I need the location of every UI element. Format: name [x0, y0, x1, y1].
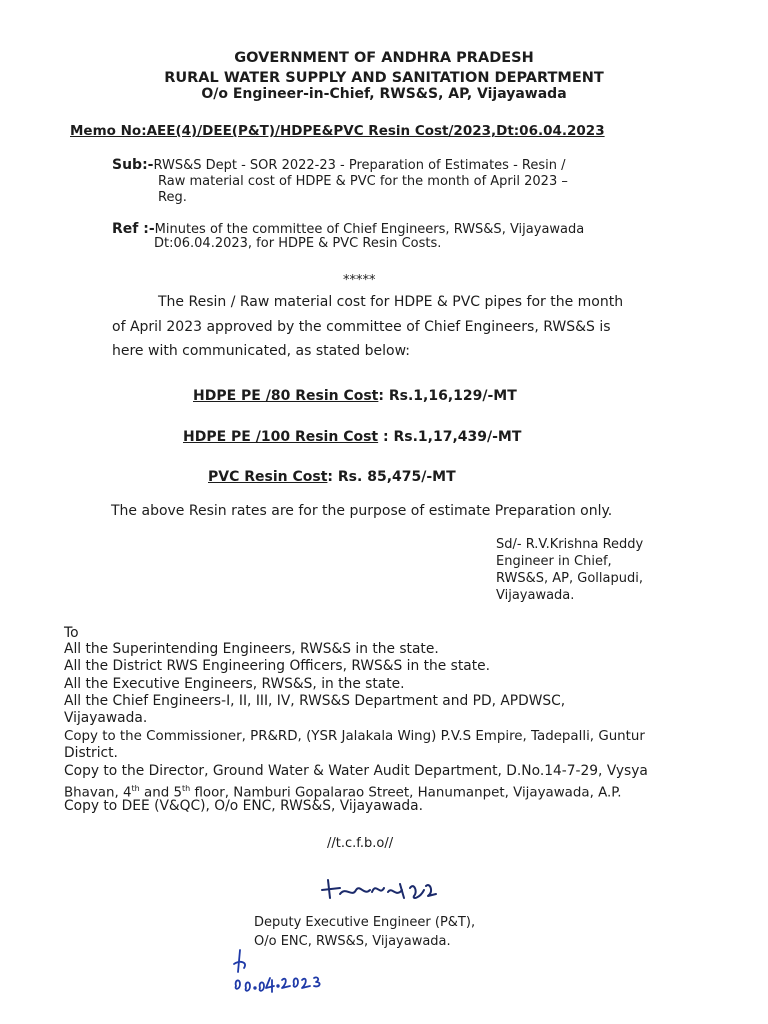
- rate-separator: :: [378, 388, 384, 404]
- separator-stars: *****: [343, 273, 376, 288]
- rate-hdpe-pe80: [193, 388, 517, 404]
- header-office: O/o Engineer-in-Chief, RWS&S, AP, Vijayawada: [201, 86, 567, 102]
- rate-separator: :: [378, 429, 389, 445]
- bhavan-sup-1: th: [131, 784, 140, 793]
- rate-hdpe-pe100: [183, 429, 521, 445]
- subject-label: Sub:-: [112, 157, 154, 173]
- distribution-line: All the Superintending Engineers, RWS&S in the state.: [64, 641, 439, 657]
- subject-line-1: RWS&S Dept - SOR 2022-23 - Preparation of Estimates - Resin /: [153, 158, 566, 173]
- subject-line-2: Raw material cost of HDPE & PVC for the month of April 2023 –: [158, 174, 568, 189]
- rate-value: Rs.1,17,439/-MT: [388, 429, 522, 445]
- signatory-office: RWS&S, AP, Gollapudi,: [496, 571, 643, 586]
- signatory-designation: Engineer in Chief,: [496, 554, 612, 569]
- subject-line-3: Reg.: [158, 190, 187, 205]
- rate-value: Rs.1,16,129/-MT: [383, 388, 517, 404]
- bhavan-text-c: floor, Namburi Gopalarao Street, Hanumanpet, Vijayawada, A.P.: [190, 785, 622, 801]
- body-line-3: here with communicated, as stated below:: [112, 343, 410, 359]
- distribution-line: Copy to the Commissioner, PR&RD, (YSR Jalakala Wing) P.V.S Empire, Tadepalli, Guntur: [64, 729, 645, 744]
- distribution-line: Copy to the Director, Ground Water & Water Audit Department, D.No.14-7-29, Vysya: [64, 763, 648, 779]
- bhavan-text-b: and 5: [139, 785, 182, 801]
- bhavan-text-a: Bhavan, 4: [64, 785, 132, 801]
- reference-label: Ref :-: [112, 221, 155, 237]
- reference-line-1: Minutes of the committee of Chief Engineers, RWS&S, Vijayawada: [154, 222, 585, 237]
- header-government: GOVERNMENT OF ANDHRA PRADESH: [234, 50, 534, 66]
- reference-line-2: Dt:06.04.2023, for HDPE & PVC Resin Costs.: [154, 236, 442, 251]
- deputy-office: O/o ENC, RWS&S, Vijayawada.: [254, 934, 451, 949]
- rate-label: HDPE PE /80 Resin Cost: [193, 388, 379, 404]
- rate-label: HDPE PE /100 Resin Cost: [183, 429, 379, 445]
- distribution-to: To: [64, 625, 79, 641]
- deputy-designation: Deputy Executive Engineer (P&T),: [254, 915, 476, 930]
- memo-number: Memo No:AEE(4)/DEE(P&T)/HDPE&PVC Resin Cost/2023,Dt:06.04.2023: [70, 123, 605, 139]
- rate-label: PVC Resin Cost: [208, 469, 328, 485]
- note-text: The above Resin rates are for the purpose of estimate Preparation only.: [111, 503, 613, 519]
- tcfbo-text: //t.c.f.b.o//: [327, 836, 394, 851]
- rate-pvc: [208, 469, 456, 485]
- rate-value: Rs. 85,475/-MT: [333, 469, 456, 485]
- distribution-line: Copy to DEE (V&QC), O/o ENC, RWS&S, Vijayawada.: [64, 798, 423, 814]
- distribution-line: All the Executive Engineers, RWS&S, in the state.: [64, 676, 405, 692]
- distribution-line: Vijayawada.: [64, 710, 148, 726]
- distribution-line: District.: [64, 745, 118, 761]
- distribution-line: All the District RWS Engineering Officers, RWS&S in the state.: [64, 658, 490, 674]
- distribution-line: All the Chief Engineers-I, II, III, IV, RWS&S Department and PD, APDWSC,: [64, 693, 566, 709]
- handwritten-initials-signature: [318, 868, 448, 910]
- bhavan-sup-2: th: [181, 784, 191, 793]
- header-department: RURAL WATER SUPPLY AND SANITATION DEPARTMENT: [164, 70, 604, 86]
- signatory-name: Sd/- R.V.Krishna Reddy: [496, 537, 644, 552]
- handwritten-date-mark: [226, 946, 336, 996]
- subject-block: [112, 157, 565, 173]
- reference-block: [112, 221, 584, 237]
- rate-separator: :: [327, 469, 334, 485]
- body-line-2: of April 2023 approved by the committee of Chief Engineers, RWS&S is: [112, 319, 611, 335]
- body-line-1: The Resin / Raw material cost for HDPE & PVC pipes for the month: [158, 294, 624, 310]
- signatory-city: Vijayawada.: [496, 588, 575, 603]
